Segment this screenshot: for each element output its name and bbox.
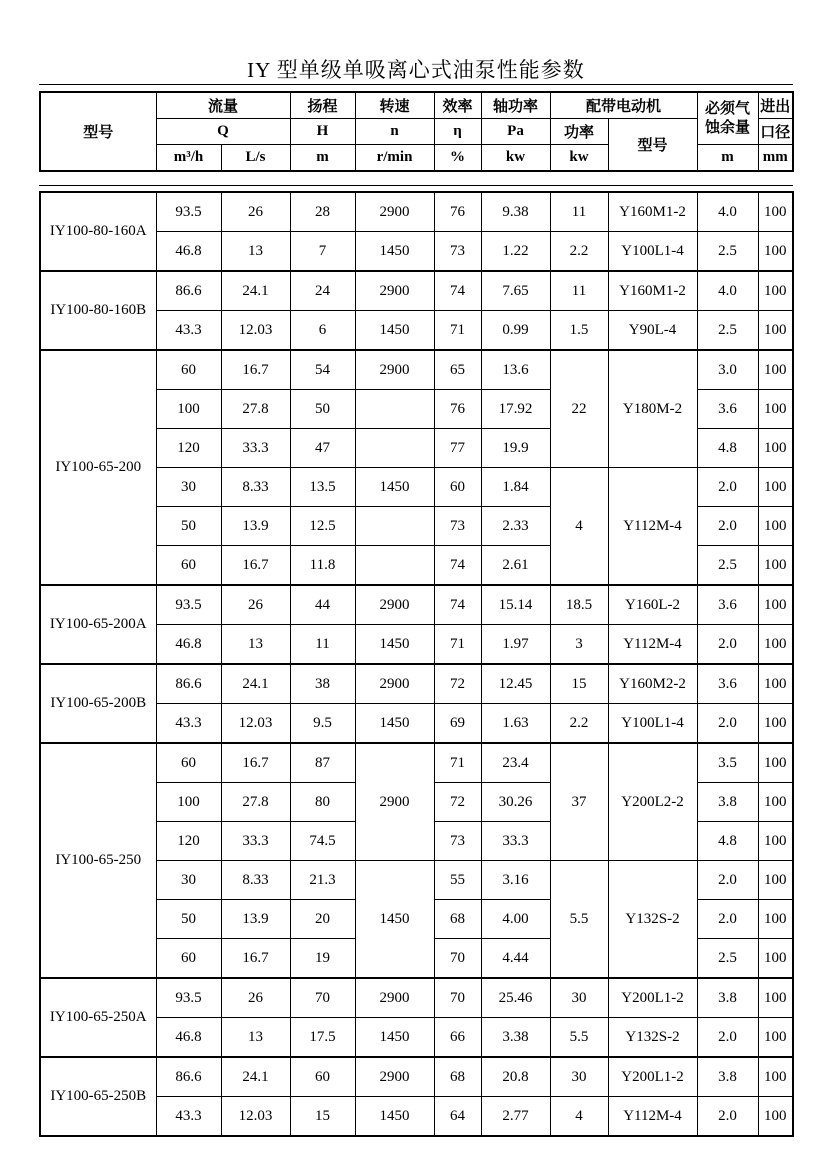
cell-efficiency-pct: 74: [434, 585, 481, 625]
cell-motor-model: Y200L1-2: [608, 1057, 697, 1097]
cell-npsh-m: 2.0: [697, 1018, 758, 1058]
cell-motor-model: Y160M1-2: [608, 271, 697, 311]
cell-flow-m3h: 30: [156, 468, 221, 507]
cell-flow-m3h: 43.3: [156, 704, 221, 744]
cell-diameter-mm: 100: [758, 1018, 793, 1058]
cell-flow-m3h: 120: [156, 822, 221, 861]
cell-speed-rmin: [355, 546, 434, 586]
table-row: [40, 664, 793, 704]
cell-motor-power-kw: 22: [550, 350, 608, 468]
cell-npsh-m: 3.8: [697, 783, 758, 822]
cell-efficiency-pct: 77: [434, 429, 481, 468]
cell-shaft-power-kw: 19.9: [481, 429, 550, 468]
cell-head-m: 54: [290, 350, 355, 390]
model-cell: IY100-65-200: [40, 350, 156, 585]
cell-motor-model: Y100L1-4: [608, 232, 697, 272]
cell-efficiency-pct: 76: [434, 390, 481, 429]
cell-efficiency-pct: 73: [434, 822, 481, 861]
header-row-1: [40, 92, 793, 119]
header-efficiency: 效率: [434, 92, 481, 119]
cell-efficiency-pct: 74: [434, 271, 481, 311]
cell-flow-m3h: 43.3: [156, 311, 221, 351]
cell-npsh-m: 2.5: [697, 232, 758, 272]
cell-diameter-mm: 100: [758, 390, 793, 429]
cell-head-m: 38: [290, 664, 355, 704]
title-rule: [39, 84, 793, 85]
cell-flow-m3h: 100: [156, 390, 221, 429]
cell-speed-rmin: 1450: [355, 1018, 434, 1058]
cell-flow-m3h: 46.8: [156, 1018, 221, 1058]
cell-motor-model: Y112M-4: [608, 468, 697, 586]
cell-npsh-m: 4.0: [697, 192, 758, 232]
cell-diameter-mm: 100: [758, 1057, 793, 1097]
cell-shaft-power-kw: 2.33: [481, 507, 550, 546]
cell-diameter-mm: 100: [758, 704, 793, 744]
cell-speed-rmin: 2900: [355, 743, 434, 861]
cell-head-m: 60: [290, 1057, 355, 1097]
header-shaft-power-unit: kw: [481, 145, 550, 172]
cell-npsh-m: 4.0: [697, 271, 758, 311]
cell-flow-ls: 16.7: [221, 546, 290, 586]
header-flow-unit-ls: L/s: [221, 145, 290, 172]
cell-flow-m3h: 93.5: [156, 978, 221, 1018]
cell-flow-ls: 27.8: [221, 783, 290, 822]
cell-flow-ls: 12.03: [221, 311, 290, 351]
cell-motor-model: Y180M-2: [608, 350, 697, 468]
cell-head-m: 11: [290, 625, 355, 665]
cell-flow-ls: 13: [221, 232, 290, 272]
model-cell: IY100-65-200B: [40, 664, 156, 743]
cell-shaft-power-kw: 30.26: [481, 783, 550, 822]
cell-npsh-m: 2.0: [697, 704, 758, 744]
cell-head-m: 13.5: [290, 468, 355, 507]
cell-npsh-m: 2.0: [697, 1097, 758, 1137]
cell-diameter-mm: 100: [758, 232, 793, 272]
cell-diameter-mm: 100: [758, 664, 793, 704]
cell-flow-ls: 12.03: [221, 1097, 290, 1137]
cell-speed-rmin: 1450: [355, 625, 434, 665]
cell-motor-model: Y112M-4: [608, 1097, 697, 1137]
cell-efficiency-pct: 68: [434, 1057, 481, 1097]
cell-diameter-mm: 100: [758, 429, 793, 468]
header-npsh-line2: 蚀余量: [705, 119, 751, 136]
cell-flow-ls: 13: [221, 625, 290, 665]
cell-diameter-mm: 100: [758, 1097, 793, 1137]
cell-flow-m3h: 100: [156, 783, 221, 822]
cell-motor-power-kw: 1.5: [550, 311, 608, 351]
cell-npsh-m: 3.6: [697, 664, 758, 704]
header-diameter-unit: mm: [758, 145, 793, 172]
cell-flow-ls: 26: [221, 192, 290, 232]
cell-efficiency-pct: 72: [434, 664, 481, 704]
cell-shaft-power-kw: 3.16: [481, 861, 550, 900]
model-cell: IY100-65-250: [40, 743, 156, 978]
cell-motor-model: Y160M2-2: [608, 664, 697, 704]
cell-shaft-power-kw: 0.99: [481, 311, 550, 351]
cell-head-m: 20: [290, 900, 355, 939]
cell-diameter-mm: 100: [758, 939, 793, 979]
cell-motor-power-kw: 2.2: [550, 704, 608, 744]
cell-flow-ls: 13.9: [221, 900, 290, 939]
cell-diameter-mm: 100: [758, 822, 793, 861]
cell-speed-rmin: [355, 507, 434, 546]
header-efficiency-unit: %: [434, 145, 481, 172]
cell-shaft-power-kw: 2.77: [481, 1097, 550, 1137]
cell-shaft-power-kw: 2.61: [481, 546, 550, 586]
cell-efficiency-pct: 69: [434, 704, 481, 744]
cell-diameter-mm: 100: [758, 625, 793, 665]
cell-shaft-power-kw: 1.97: [481, 625, 550, 665]
header-speed-unit: r/min: [355, 145, 434, 172]
cell-npsh-m: 2.0: [697, 468, 758, 507]
cell-npsh-m: 2.0: [697, 507, 758, 546]
cell-npsh-m: 3.6: [697, 390, 758, 429]
cell-flow-m3h: 86.6: [156, 271, 221, 311]
cell-head-m: 50: [290, 390, 355, 429]
cell-shaft-power-kw: 7.65: [481, 271, 550, 311]
cell-motor-power-kw: 5.5: [550, 1018, 608, 1058]
cell-efficiency-pct: 60: [434, 468, 481, 507]
cell-diameter-mm: 100: [758, 192, 793, 232]
header-npsh-line1: 必须气: [705, 100, 751, 117]
table-row: [40, 350, 793, 390]
cell-motor-power-kw: 18.5: [550, 585, 608, 625]
cell-npsh-m: 2.5: [697, 546, 758, 586]
cell-speed-rmin: [355, 429, 434, 468]
cell-flow-ls: 13.9: [221, 507, 290, 546]
cell-flow-ls: 33.3: [221, 822, 290, 861]
model-cell: IY100-80-160A: [40, 192, 156, 271]
header-speed-symbol: n: [355, 119, 434, 145]
cell-flow-ls: 13: [221, 1018, 290, 1058]
cell-npsh-m: 3.6: [697, 585, 758, 625]
cell-efficiency-pct: 76: [434, 192, 481, 232]
header-flow-symbol: Q: [156, 119, 290, 145]
header-shaft-power-symbol: Pa: [481, 119, 550, 145]
table-row: [40, 192, 793, 232]
header-diameter-line1: 进出: [758, 92, 793, 119]
cell-flow-ls: 27.8: [221, 390, 290, 429]
cell-npsh-m: 4.8: [697, 822, 758, 861]
cell-efficiency-pct: 70: [434, 939, 481, 979]
cell-motor-power-kw: 37: [550, 743, 608, 861]
model-cell: IY100-65-250B: [40, 1057, 156, 1136]
header-head: 扬程: [290, 92, 355, 119]
cell-efficiency-pct: 68: [434, 900, 481, 939]
header-npsh-unit: m: [697, 145, 758, 172]
cell-motor-power-kw: 11: [550, 192, 608, 232]
header-flow: 流量: [156, 92, 290, 119]
header-diameter-line2: 口径: [758, 119, 793, 145]
cell-flow-ls: 12.03: [221, 704, 290, 744]
cell-head-m: 28: [290, 192, 355, 232]
cell-shaft-power-kw: 17.92: [481, 390, 550, 429]
cell-speed-rmin: 1450: [355, 704, 434, 744]
cell-head-m: 17.5: [290, 1018, 355, 1058]
cell-flow-ls: 8.33: [221, 468, 290, 507]
cell-shaft-power-kw: 20.8: [481, 1057, 550, 1097]
cell-diameter-mm: 100: [758, 743, 793, 783]
cell-diameter-mm: 100: [758, 507, 793, 546]
page-title: IY 型单级单吸离心式油泵性能参数: [247, 58, 585, 82]
cell-head-m: 19: [290, 939, 355, 979]
cell-flow-m3h: 120: [156, 429, 221, 468]
cell-diameter-mm: 100: [758, 978, 793, 1018]
body-table-rule: [39, 185, 793, 186]
cell-flow-ls: 24.1: [221, 271, 290, 311]
cell-motor-model: Y200L1-2: [608, 978, 697, 1018]
cell-speed-rmin: 1450: [355, 232, 434, 272]
table-row: [40, 743, 793, 783]
cell-head-m: 9.5: [290, 704, 355, 744]
cell-flow-m3h: 43.3: [156, 1097, 221, 1137]
performance-table: [39, 191, 794, 1137]
header-shaft-power: 轴功率: [481, 92, 550, 119]
cell-flow-m3h: 30: [156, 861, 221, 900]
cell-head-m: 44: [290, 585, 355, 625]
cell-motor-power-kw: 15: [550, 664, 608, 704]
header-efficiency-symbol: η: [434, 119, 481, 145]
cell-npsh-m: 3.0: [697, 350, 758, 390]
cell-motor-model: Y160L-2: [608, 585, 697, 625]
cell-efficiency-pct: 71: [434, 311, 481, 351]
cell-motor-power-kw: 3: [550, 625, 608, 665]
cell-diameter-mm: 100: [758, 468, 793, 507]
header-head-unit: m: [290, 145, 355, 172]
cell-speed-rmin: 1450: [355, 861, 434, 979]
cell-head-m: 12.5: [290, 507, 355, 546]
cell-npsh-m: 2.0: [697, 900, 758, 939]
cell-flow-ls: 16.7: [221, 350, 290, 390]
document-content: [39, 0, 793, 1137]
cell-flow-ls: 24.1: [221, 664, 290, 704]
cell-speed-rmin: 2900: [355, 192, 434, 232]
cell-efficiency-pct: 71: [434, 625, 481, 665]
cell-speed-rmin: 2900: [355, 271, 434, 311]
cell-shaft-power-kw: 12.45: [481, 664, 550, 704]
cell-flow-ls: 26: [221, 978, 290, 1018]
cell-shaft-power-kw: 15.14: [481, 585, 550, 625]
header-npsh: [697, 92, 758, 145]
cell-diameter-mm: 100: [758, 783, 793, 822]
model-cell: IY100-80-160B: [40, 271, 156, 350]
cell-speed-rmin: 2900: [355, 585, 434, 625]
cell-flow-m3h: 86.6: [156, 1057, 221, 1097]
cell-flow-m3h: 60: [156, 743, 221, 783]
cell-flow-ls: 16.7: [221, 939, 290, 979]
cell-head-m: 80: [290, 783, 355, 822]
cell-head-m: 74.5: [290, 822, 355, 861]
cell-efficiency-pct: 64: [434, 1097, 481, 1137]
cell-motor-model: Y90L-4: [608, 311, 697, 351]
cell-motor-power-kw: 2.2: [550, 232, 608, 272]
cell-flow-ls: 26: [221, 585, 290, 625]
cell-npsh-m: 2.0: [697, 861, 758, 900]
cell-diameter-mm: 100: [758, 585, 793, 625]
cell-flow-m3h: 93.5: [156, 585, 221, 625]
cell-head-m: 11.8: [290, 546, 355, 586]
cell-speed-rmin: 1450: [355, 1097, 434, 1137]
cell-flow-ls: 16.7: [221, 743, 290, 783]
cell-head-m: 21.3: [290, 861, 355, 900]
cell-head-m: 70: [290, 978, 355, 1018]
header-motor-power-unit: kw: [550, 145, 608, 172]
cell-shaft-power-kw: 4.44: [481, 939, 550, 979]
model-cell: IY100-65-200A: [40, 585, 156, 664]
cell-shaft-power-kw: 3.38: [481, 1018, 550, 1058]
cell-speed-rmin: 2900: [355, 350, 434, 390]
cell-speed-rmin: 1450: [355, 468, 434, 507]
header-motor-power: 功率: [550, 119, 608, 145]
cell-npsh-m: 2.5: [697, 939, 758, 979]
cell-flow-m3h: 46.8: [156, 625, 221, 665]
cell-efficiency-pct: 65: [434, 350, 481, 390]
cell-efficiency-pct: 66: [434, 1018, 481, 1058]
cell-motor-model: Y200L2-2: [608, 743, 697, 861]
cell-speed-rmin: [355, 390, 434, 429]
cell-flow-ls: 24.1: [221, 1057, 290, 1097]
header-table: [39, 91, 794, 172]
performance-table-body: [40, 192, 793, 1136]
cell-flow-m3h: 60: [156, 939, 221, 979]
cell-speed-rmin: 2900: [355, 664, 434, 704]
cell-npsh-m: 3.5: [697, 743, 758, 783]
cell-speed-rmin: 2900: [355, 1057, 434, 1097]
cell-diameter-mm: 100: [758, 350, 793, 390]
table-row: [40, 1057, 793, 1097]
cell-flow-m3h: 60: [156, 350, 221, 390]
cell-head-m: 7: [290, 232, 355, 272]
cell-speed-rmin: 2900: [355, 978, 434, 1018]
cell-diameter-mm: 100: [758, 861, 793, 900]
cell-npsh-m: 2.5: [697, 311, 758, 351]
cell-shaft-power-kw: 4.00: [481, 900, 550, 939]
cell-motor-power-kw: 30: [550, 978, 608, 1018]
cell-flow-m3h: 50: [156, 507, 221, 546]
cell-efficiency-pct: 71: [434, 743, 481, 783]
cell-npsh-m: 4.8: [697, 429, 758, 468]
cell-npsh-m: 3.8: [697, 1057, 758, 1097]
cell-motor-power-kw: 11: [550, 271, 608, 311]
cell-diameter-mm: 100: [758, 311, 793, 351]
cell-efficiency-pct: 70: [434, 978, 481, 1018]
cell-head-m: 87: [290, 743, 355, 783]
cell-diameter-mm: 100: [758, 900, 793, 939]
cell-flow-m3h: 93.5: [156, 192, 221, 232]
cell-diameter-mm: 100: [758, 546, 793, 586]
cell-head-m: 24: [290, 271, 355, 311]
cell-diameter-mm: 100: [758, 271, 793, 311]
cell-npsh-m: 2.0: [697, 625, 758, 665]
cell-speed-rmin: 1450: [355, 311, 434, 351]
header-speed: 转速: [355, 92, 434, 119]
cell-efficiency-pct: 73: [434, 507, 481, 546]
cell-flow-ls: 8.33: [221, 861, 290, 900]
header-motor-model: 型号: [608, 119, 697, 172]
cell-motor-model: Y112M-4: [608, 625, 697, 665]
cell-efficiency-pct: 72: [434, 783, 481, 822]
cell-efficiency-pct: 74: [434, 546, 481, 586]
cell-motor-power-kw: 5.5: [550, 861, 608, 979]
table-row: [40, 978, 793, 1018]
cell-flow-m3h: 86.6: [156, 664, 221, 704]
table-row: [40, 271, 793, 311]
cell-motor-model: Y132S-2: [608, 861, 697, 979]
cell-efficiency-pct: 55: [434, 861, 481, 900]
header-head-symbol: H: [290, 119, 355, 145]
cell-motor-power-kw: 30: [550, 1057, 608, 1097]
cell-shaft-power-kw: 13.6: [481, 350, 550, 390]
cell-efficiency-pct: 73: [434, 232, 481, 272]
cell-shaft-power-kw: 1.22: [481, 232, 550, 272]
cell-shaft-power-kw: 9.38: [481, 192, 550, 232]
cell-motor-model: Y132S-2: [608, 1018, 697, 1058]
cell-npsh-m: 3.8: [697, 978, 758, 1018]
cell-head-m: 15: [290, 1097, 355, 1137]
cell-motor-model: Y100L1-4: [608, 704, 697, 744]
header-flow-unit-m3h: m³/h: [156, 145, 221, 172]
table-row: [40, 585, 793, 625]
cell-flow-ls: 33.3: [221, 429, 290, 468]
model-cell: IY100-65-250A: [40, 978, 156, 1057]
cell-motor-model: Y160M1-2: [608, 192, 697, 232]
cell-flow-m3h: 50: [156, 900, 221, 939]
cell-head-m: 47: [290, 429, 355, 468]
cell-motor-power-kw: 4: [550, 468, 608, 586]
cell-shaft-power-kw: 1.63: [481, 704, 550, 744]
cell-flow-m3h: 46.8: [156, 232, 221, 272]
cell-head-m: 6: [290, 311, 355, 351]
header-model: 型号: [40, 92, 156, 171]
cell-shaft-power-kw: 33.3: [481, 822, 550, 861]
cell-shaft-power-kw: 23.4: [481, 743, 550, 783]
cell-shaft-power-kw: 25.46: [481, 978, 550, 1018]
cell-motor-power-kw: 4: [550, 1097, 608, 1137]
cell-shaft-power-kw: 1.84: [481, 468, 550, 507]
header-motor: 配带电动机: [550, 92, 697, 119]
cell-flow-m3h: 60: [156, 546, 221, 586]
